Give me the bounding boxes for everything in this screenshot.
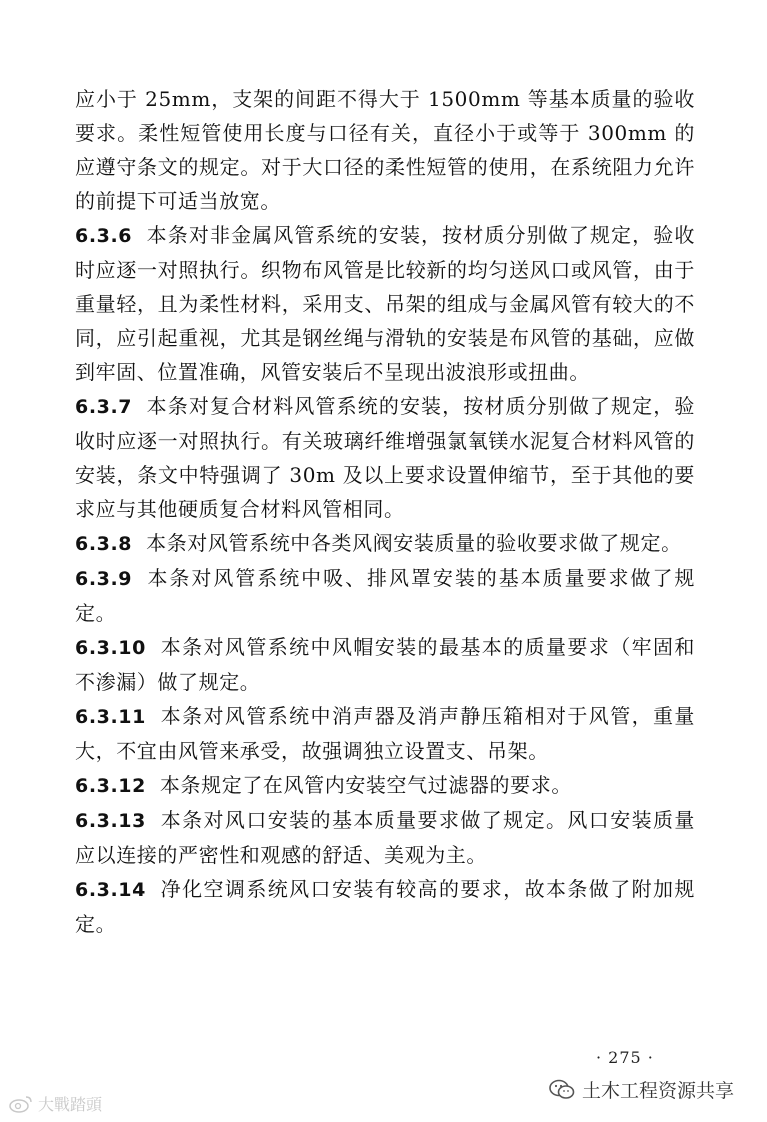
clause-text: 本条对风管系统中吸、排风罩安装的基本质量要求做了规定。 bbox=[75, 566, 695, 625]
weibo-icon bbox=[8, 1094, 34, 1114]
clause-number: 6.3.9 bbox=[75, 568, 133, 590]
clause-number: 6.3.13 bbox=[75, 810, 146, 832]
clause-number: 6.3.11 bbox=[75, 706, 146, 728]
wechat-account-name: 土木工程资源共享 bbox=[582, 1080, 735, 1102]
clause-number: 6.3.10 bbox=[75, 637, 146, 659]
wechat-watermark bbox=[548, 1076, 734, 1103]
clause-paragraph bbox=[75, 803, 695, 872]
intro-paragraph: 应小于 25mm，支架的间距不得大于 1500mm 等基本质量的验收要求。柔性短管使用长度与口径有关，直径小于或等于 300mm 的应遵守条文的规定。对于大口径的柔性短管的使用，在系统阻力允许的前提下可适当放宽。 bbox=[75, 87, 695, 213]
wechat-icon bbox=[548, 1078, 576, 1102]
clause-text: 本条对风管系统中风帽安装的最基本的质量要求（牢固和不渗漏）做了规定。 bbox=[75, 635, 695, 694]
clause-text: 本条对风管系统中各类风阀安装质量的验收要求做了规定。 bbox=[146, 531, 682, 555]
clause-paragraph bbox=[75, 218, 695, 389]
clause-number: 6.3.7 bbox=[75, 396, 133, 418]
clause-text: 净化空调系统风口安装有较高的要求，故本条做了附加规定。 bbox=[75, 877, 695, 936]
clause-paragraph bbox=[75, 389, 695, 526]
clause-paragraph bbox=[75, 872, 695, 941]
clause-text: 本条对非金属风管系统的安装，按材质分别做了规定，验收时应逐一对照执行。织物布风管是比较新的均匀送风口或风管，由于重量轻，且为柔性材料，采用支、吊架的组成与金属风管有较大的不同，应引起重视，尤其是钢丝绳与滑轨的安装是布风管的基础，应做到牢固、位置准确，风管安装后不呈现出波浪形或扭曲。 bbox=[75, 223, 695, 384]
clause-text: 本条对风口安装的基本质量要求做了规定。风口安装质量应以连接的严密性和观感的舒适、美观为主。 bbox=[75, 808, 695, 867]
clause-number: 6.3.12 bbox=[75, 775, 146, 797]
page-number: · 275 · bbox=[596, 1048, 654, 1067]
clause-paragraph bbox=[75, 526, 695, 561]
clause-text: 本条对风管系统中消声器及消声静压箱相对于风管，重量大，不宜由风管来承受，故强调独立设置支、吊架。 bbox=[75, 704, 695, 763]
corner-watermark-text: 大戰踏頭 bbox=[38, 1095, 103, 1114]
clause-number: 6.3.8 bbox=[75, 533, 133, 555]
clause-paragraph bbox=[75, 699, 695, 768]
document-body bbox=[75, 82, 695, 941]
clause-text: 本条规定了在风管内安装空气过滤器的要求。 bbox=[159, 773, 572, 797]
clause-number: 6.3.14 bbox=[75, 879, 146, 901]
clause-paragraph bbox=[75, 561, 695, 630]
clause-number: 6.3.6 bbox=[75, 225, 133, 247]
clause-paragraph bbox=[75, 630, 695, 699]
clause-text: 本条对复合材料风管系统的安装，按材质分别做了规定，验收时应逐一对照执行。有关玻璃纤维增强氯氧镁水泥复合材料风管的安装，条文中特强调了 30m 及以上要求设置伸缩节，至于其他的要求应与其他硬质复合材料风管相同。 bbox=[75, 394, 695, 521]
clause-paragraph bbox=[75, 768, 695, 803]
corner-watermark bbox=[8, 1092, 102, 1115]
